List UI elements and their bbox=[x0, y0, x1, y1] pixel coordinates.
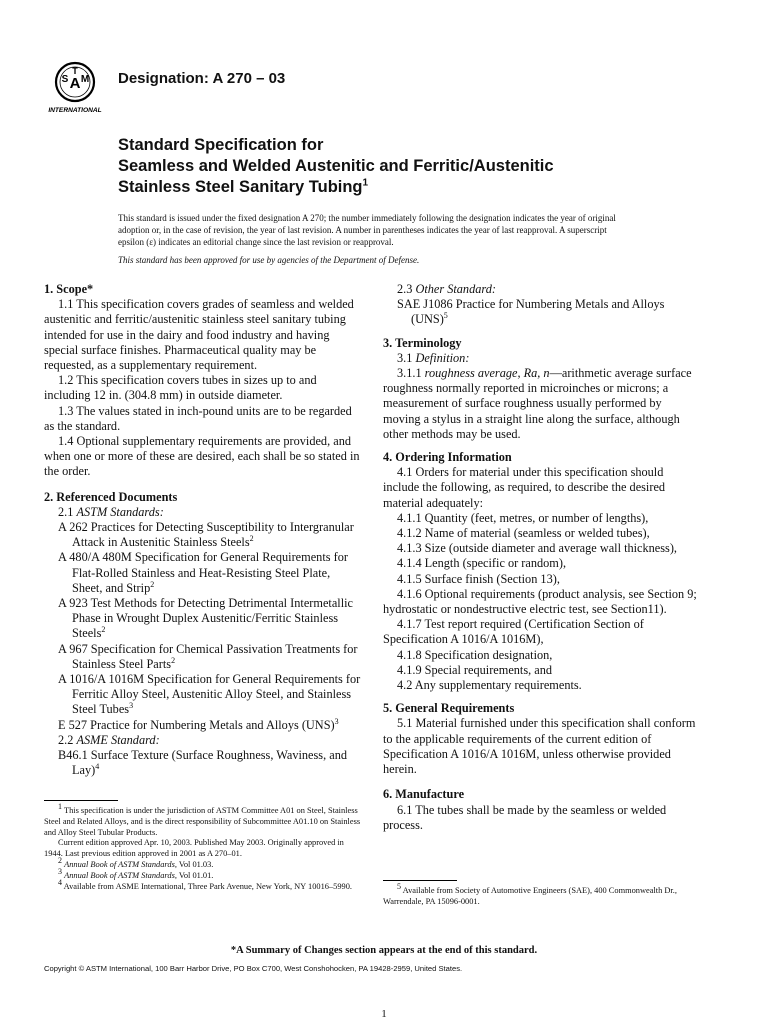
list-item: 4.1.9 Special requirements, and bbox=[397, 662, 553, 677]
svg-text:T: T bbox=[72, 66, 78, 76]
footnote-rule bbox=[383, 880, 457, 881]
paragraph-3-1: 3.1 Definition: bbox=[397, 350, 470, 365]
intro-block bbox=[118, 212, 630, 266]
list-item: 4.1.4 Length (specific or random), bbox=[397, 556, 567, 571]
list-item: 4.2 Any supplementary requirements. bbox=[397, 678, 582, 693]
section-heading-scope: 1. Scope* bbox=[44, 282, 94, 296]
reference-item: E 527 Practice for Numbering Metals and Alloys (UNS)$^3$ bbox=[58, 716, 339, 732]
issue-statement: This standard is issued under the fixed designation A 270; the number immediately following the designation indicates the year of original adoption or, in the case of revision, the year of last revision. A number in parentheses indicates the year of last reapproval. A superscript epsilon (ε) indicates an editorial change since the last revision or reapproval. bbox=[118, 213, 616, 247]
copyright-line: Copyright © ASTM International, 100 Barr Harbor Drive, PO Box C700, West Conshohocken, PA 19428-2959, United States. bbox=[44, 964, 463, 973]
astm-logo bbox=[38, 58, 112, 116]
summary-of-changes-note: *A Summary of Changes section appears at the end of this standard. bbox=[230, 945, 538, 956]
subsection-2-1: 2.1 ASTM Standards: bbox=[58, 504, 164, 519]
list-item: 4.1.5 Surface finish (Section 13), bbox=[397, 571, 560, 586]
paragraph-4-1: 4.1 Orders for material under this specification should include the following, as required, to describe the desired material adequately: bbox=[383, 465, 666, 510]
reference-item: A 1016/A 1016M Specification for General Requirements for Ferritic Alloy Steel, Austenitic Alloy Steel, and Stainless Steel Tubes$^3$ bbox=[58, 672, 361, 717]
section-heading-ordering-information: 4. Ordering Information bbox=[383, 450, 512, 465]
right-column bbox=[383, 282, 699, 833]
subsection-2-3: 2.3 Other Standard: bbox=[397, 282, 496, 296]
list-item: 4.1.1 Quantity (feet, metres, or number of lengths), bbox=[397, 510, 649, 525]
reference-item: A 480/A 480M Specification for General Requirements for Flat-Rolled Stainless and Heat-Resisting Steel Plate, Sheet, and Strip$^2$ bbox=[58, 550, 348, 595]
paragraph-1-3: 1.3 The values stated in inch-pound units are to be regarded as the standard. bbox=[44, 403, 352, 433]
title-line-1: Standard Specification for bbox=[118, 136, 324, 154]
footnote-4: $^4$ Available from ASME International, Three Park Avenue, New York, NY 10016–5990. bbox=[58, 877, 352, 891]
reference-item: A 967 Specification for Chemical Passivation Treatments for Stainless Steel Parts$^2$ bbox=[58, 641, 358, 671]
svg-text:INTERNATIONAL: INTERNATIONAL bbox=[48, 107, 102, 114]
list-item: 4.1.2 Name of material (seamless or welded tubes), bbox=[397, 526, 650, 541]
section-heading-referenced-documents: 2. Referenced Documents bbox=[44, 489, 178, 504]
svg-text:S: S bbox=[61, 74, 69, 85]
reference-item: A 923 Test Methods for Detecting Detrimental Intermetallic Phase in Wrought Duplex Austenitic/Ferritic Stainless Steels$^2$ bbox=[58, 596, 353, 641]
page-number: 1 bbox=[381, 1008, 387, 1020]
footnotes-left bbox=[44, 802, 362, 892]
paragraph-3-1-1: 3.1.1 roughness average, Ra, n—arithmetic average surface roughness normally reported in microinches or microns; a measurement of surface roughness usually performed by moving a stylus in a straight line along the surface, although other methods may be used. bbox=[383, 366, 692, 441]
footnote-3: $^3$ Annual Book of ASTM Standards, Vol 01.01. bbox=[58, 866, 214, 880]
section-heading-terminology: 3. Terminology bbox=[383, 335, 462, 350]
subsection-2-2: 2.2 ASME Standard: bbox=[58, 732, 160, 747]
footnote-rule bbox=[44, 800, 118, 801]
list-item: 4.1.6 Optional requirements (product analysis, see Section 9; hydrostatic or nondestructive electric test, see Section11). bbox=[383, 586, 697, 617]
footnote-2: $^2$ Annual Book of ASTM Standards, Vol 01.03. bbox=[58, 856, 214, 869]
section-heading-manufacture: 6. Manufacture bbox=[383, 787, 465, 802]
reference-item: SAE J1086 Practice for Numbering Metals and Alloys (UNS)$^5$ bbox=[397, 297, 665, 327]
paragraph-1-2: 1.2 This specification covers tubes in sizes up to and including 12 in. (304.8 mm) in outside diameter. bbox=[44, 373, 317, 403]
reference-item: B46.1 Surface Texture (Surface Roughness, Waviness, and Lay)$^4$ bbox=[58, 748, 347, 778]
svg-text:M: M bbox=[80, 74, 90, 85]
reference-item: A 262 Practices for Detecting Susceptibility to Intergranular Attack in Austenitic Stainless Steels$^2$ bbox=[58, 520, 354, 550]
section-heading-general-requirements: 5. General Requirements bbox=[383, 701, 515, 716]
title-line-2: Seamless and Welded Austenitic and Ferritic/Austenitic bbox=[118, 157, 554, 175]
list-item: 4.1.3 Size (outside diameter and average wall thickness), bbox=[397, 541, 678, 556]
footnote-1: $^1$ This specification is under the jurisdiction of ASTM Committee A01 on Steel, Stainless Steel and Related Alloys, and is the direct responsibility of Subcommittee A01.10 on Stainless and Alloy Steel Tubular Products. bbox=[44, 802, 361, 837]
document-title bbox=[118, 135, 554, 198]
title-line-3: Stainless Steel Sanitary Tubing$^1$ bbox=[118, 177, 369, 196]
footnote-1-edition: Current edition approved Apr. 10, 2003. Published May 2003. Originally approved in 1944. Last previous edition approved in 2001 as A 270–01. bbox=[44, 838, 344, 859]
paragraph-5-1: 5.1 Material furnished under this specification shall conform to the applicable requirements of the current edition of Specification A 1016/A 1016M, unless otherwise provided herein. bbox=[383, 716, 696, 777]
paragraph-6-1: 6.1 The tubes shall be made by the seamless or welded process. bbox=[383, 802, 667, 832]
footnotes-right bbox=[383, 882, 699, 908]
paragraph-1-4: 1.4 Optional supplementary requirements are provided, and when one or more of these are desired, each shall be so stated in the order. bbox=[44, 434, 360, 479]
dod-statement: This standard has been approved for use by agencies of the Department of Defense. bbox=[118, 255, 420, 265]
paragraph-1-1: 1.1 This specification covers grades of seamless and welded austenitic and ferritic/austenitic stainless steel sanitary tubing intended for use in the dairy and food industry and having special surface finishes. Pharmaceutical quality may be requested, as a supplementary requirement. bbox=[44, 297, 354, 373]
left-column bbox=[44, 282, 362, 779]
footnote-5: $^5$ Available from Society of Automotive Engineers (SAE), 400 Commonwealth Dr., Warrendale, PA 15096-0001. bbox=[383, 882, 677, 906]
designation: Designation: A 270 – 03 bbox=[118, 70, 286, 87]
svg-text:A: A bbox=[69, 75, 81, 92]
list-item: 4.1.7 Test report required (Certification Section of Specification A 1016/A 1016M), bbox=[383, 617, 644, 647]
list-item: 4.1.8 Specification designation, bbox=[397, 647, 553, 662]
